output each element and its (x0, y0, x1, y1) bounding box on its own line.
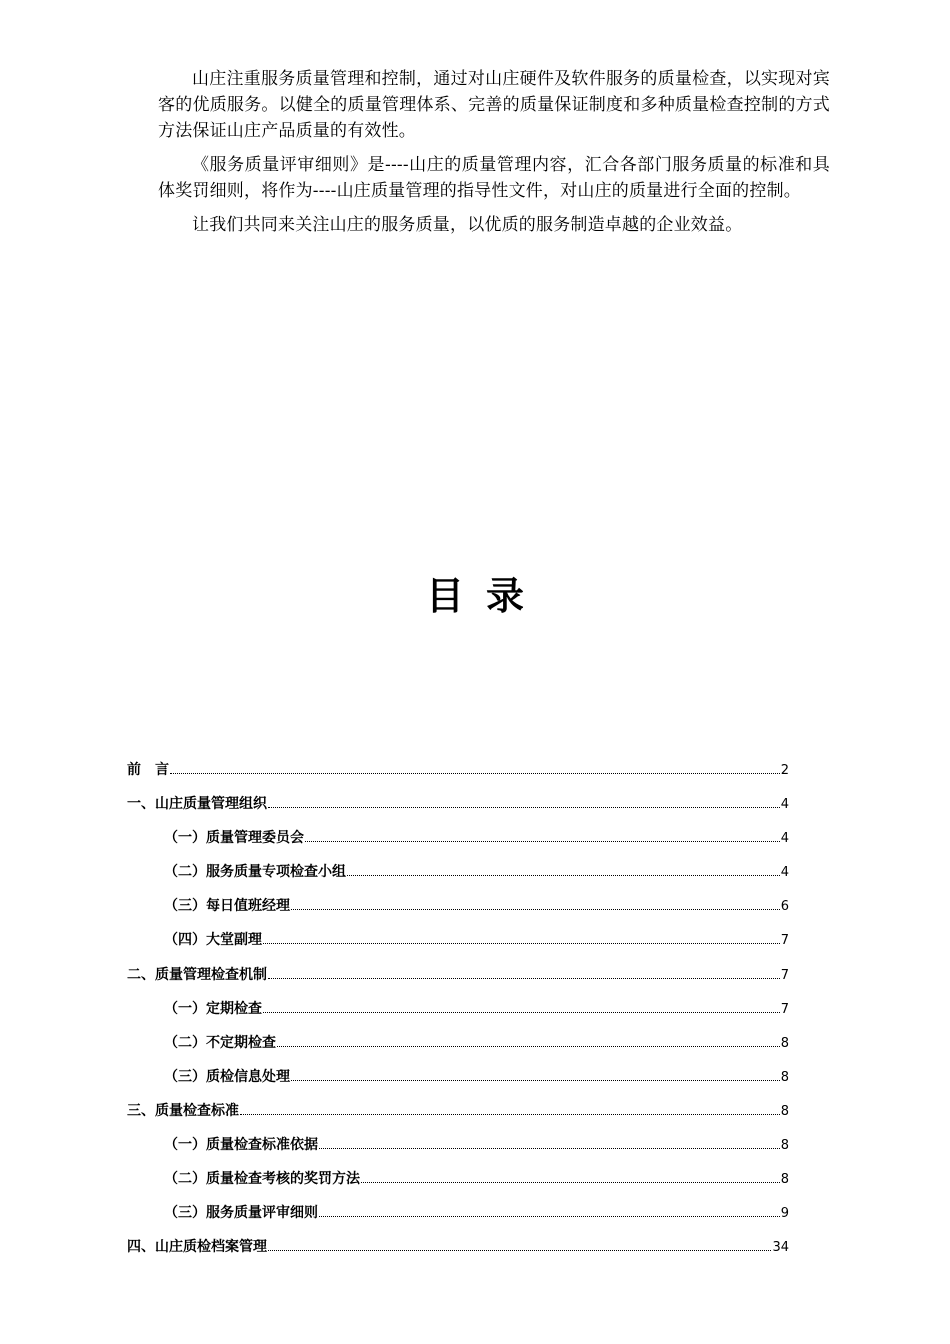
toc-dot-leader (268, 806, 780, 808)
toc-entry-page-number: 8 (780, 1103, 789, 1119)
toc-entry[interactable] (127, 758, 789, 792)
toc-entry-page-number: 7 (780, 933, 789, 949)
toc-dot-leader (291, 908, 780, 910)
toc-entry[interactable] (127, 826, 789, 860)
toc-entry[interactable] (127, 1235, 789, 1269)
toc-entry[interactable] (127, 894, 789, 928)
toc-dot-leader (277, 1045, 780, 1047)
toc-entry[interactable] (127, 1167, 789, 1201)
toc-title: 目录 (425, 574, 546, 618)
intro-section (158, 66, 830, 246)
toc-entry-page-number: 4 (780, 831, 789, 847)
toc-entry-page-number: 7 (780, 1001, 789, 1017)
toc-entry[interactable] (127, 1099, 789, 1133)
toc-entry-page-number: 2 (780, 763, 789, 778)
toc-entry[interactable] (127, 860, 789, 894)
toc-dot-leader (268, 1249, 771, 1251)
toc-entry-page-number: 8 (780, 1069, 789, 1085)
toc-entry-label: （一）定期检查 (164, 1000, 262, 1017)
toc-entry-label: （二）质量检查考核的奖罚方法 (164, 1171, 360, 1188)
toc-entry[interactable] (127, 1201, 789, 1235)
toc-dot-leader (240, 1113, 780, 1115)
intro-paragraph-1: 山庄注重服务质量管理和控制，通过对山庄硬件及软件服务的质量检查，以实现对宾客的优质服务。以健全的质量管理体系、完善的质量保证制度和多种质量检查控制的方式方法保证山庄产品质量的有效性。 (158, 69, 830, 141)
toc-entry-label: 四、山庄质检档案管理 (127, 1239, 267, 1256)
toc-entry-page-number: 8 (780, 1172, 789, 1188)
intro-paragraph-2: 《服务质量评审细则》是----山庄的质量管理内容，汇合各部门服务质量的标准和具体奖罚细则，将作为----山庄质量管理的指导性文件，对山庄的质量进行全面的控制。 (158, 155, 830, 201)
toc-entry-page-number: 8 (780, 1035, 789, 1051)
toc-entry[interactable] (127, 1031, 789, 1065)
toc-dot-leader (263, 1011, 780, 1013)
toc-dot-leader (170, 772, 780, 774)
toc-entry[interactable] (127, 792, 789, 826)
toc-entry-label: （二）服务质量专项检查小组 (164, 864, 346, 881)
table-of-contents (127, 758, 789, 1269)
toc-entry[interactable] (127, 928, 789, 962)
toc-entry-label: 二、质量管理检查机制 (127, 966, 267, 983)
toc-entry-label: （二）不定期检查 (164, 1034, 276, 1051)
toc-entry-label: 一、山庄质量管理组织 (127, 796, 267, 813)
toc-dot-leader (319, 1215, 780, 1217)
toc-entry-label: （三）每日值班经理 (164, 898, 290, 915)
toc-entry-page-number: 8 (780, 1138, 789, 1154)
toc-entry-label: （三）质检信息处理 (164, 1068, 290, 1085)
toc-dot-leader (361, 1181, 780, 1183)
toc-entry[interactable] (127, 1065, 789, 1099)
toc-dot-leader (263, 942, 780, 944)
toc-entry-label: （四）大堂副理 (164, 932, 262, 949)
intro-paragraph-3: 让我们共同来关注山庄的服务质量，以优质的服务制造卓越的企业效益。 (192, 215, 743, 235)
toc-entry-label: 三、质量检查标准 (127, 1102, 239, 1119)
toc-entry-label: （一）质量检查标准依据 (164, 1137, 318, 1154)
toc-dot-leader (319, 1147, 780, 1149)
toc-entry-page-number: 9 (780, 1206, 789, 1222)
toc-dot-leader (268, 977, 780, 979)
toc-entry[interactable] (127, 1133, 789, 1167)
toc-entry-label: （一）质量管理委员会 (164, 830, 304, 847)
toc-entry-page-number: 4 (780, 797, 789, 813)
toc-dot-leader (305, 840, 780, 842)
toc-dot-leader (291, 1079, 780, 1081)
toc-entry[interactable] (127, 963, 789, 997)
toc-entry-page-number: 4 (780, 865, 789, 881)
toc-dot-leader (347, 874, 780, 876)
toc-entry-page-number: 34 (772, 1240, 789, 1256)
toc-entry-label: 前 言 (127, 762, 169, 778)
toc-entry-page-number: 7 (780, 967, 789, 983)
toc-entry-label: （三）服务质量评审细则 (164, 1205, 318, 1222)
toc-entry-page-number: 6 (780, 899, 789, 915)
toc-entry[interactable] (127, 997, 789, 1031)
